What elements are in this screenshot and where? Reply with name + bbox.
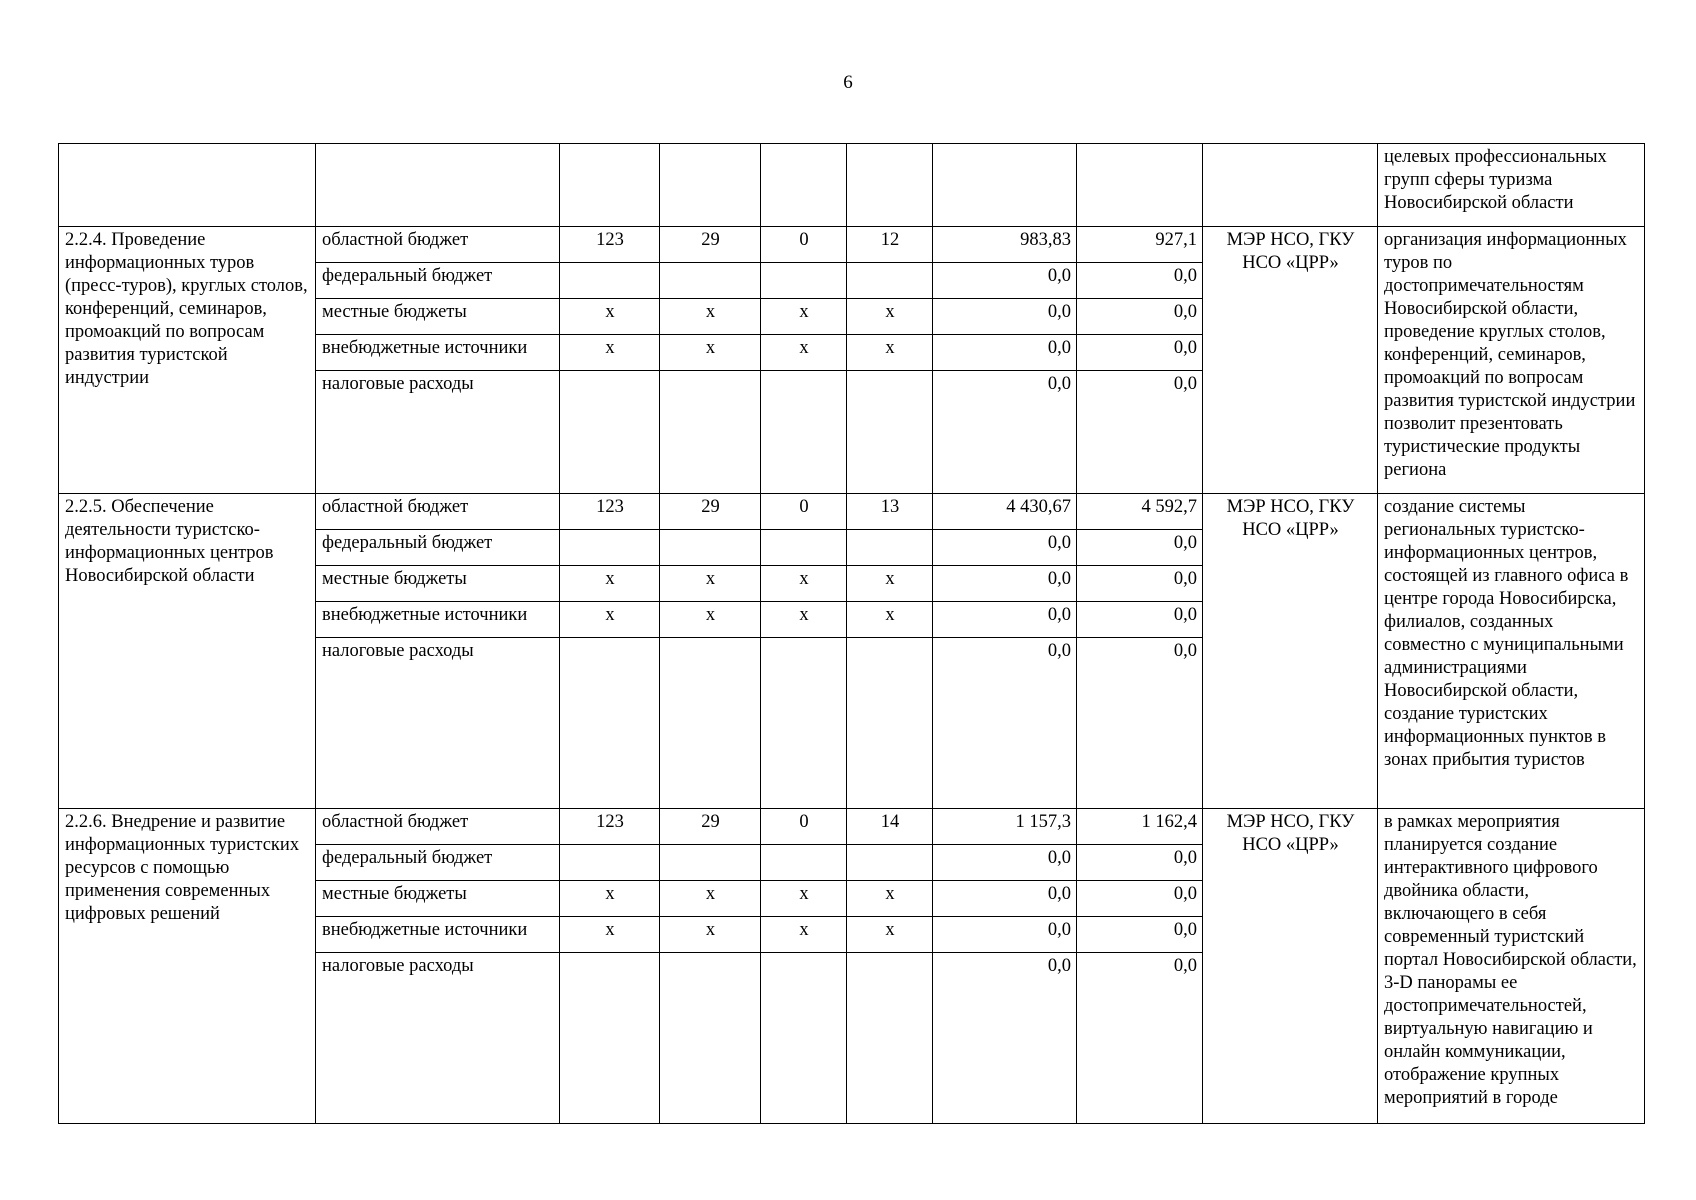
source-label: внебюджетные источники — [316, 602, 560, 638]
code-cell: 0 — [761, 809, 847, 845]
mark-cell: х — [847, 566, 933, 602]
mark-cell: х — [560, 602, 660, 638]
amount-cell: 0,0 — [1077, 602, 1203, 638]
amount-cell: 0,0 — [933, 263, 1077, 299]
source-label: налоговые расходы — [316, 371, 560, 494]
source-label: внебюджетные источники — [316, 917, 560, 953]
activity-row-regional — [59, 227, 1645, 263]
source-label: местные бюджеты — [316, 566, 560, 602]
amount-cell: 0,0 — [1077, 371, 1203, 494]
code-cell: 14 — [847, 809, 933, 845]
mark-cell: х — [660, 566, 761, 602]
amount-cell: 0,0 — [1077, 299, 1203, 335]
mark-cell: х — [660, 335, 761, 371]
mark-cell: х — [660, 881, 761, 917]
amount-cell: 0,0 — [1077, 881, 1203, 917]
continuation-row — [59, 144, 1645, 227]
amount-cell: 4 430,67 — [933, 494, 1077, 530]
code-cell: 12 — [847, 227, 933, 263]
expected-result-cell: в рамках мероприятия планируется создание интерактивного цифрового двойника области, включающего в себя современный туристский портал Новосибирской области, 3-D панорамы ее достопримечательностей, виртуальную навигацию и онлайн коммуникации, отображение крупных мероприятий в городе — [1378, 809, 1645, 1124]
mark-cell: х — [847, 917, 933, 953]
code-cell: 123 — [560, 494, 660, 530]
code-cell: 29 — [660, 494, 761, 530]
source-label: федеральный бюджет — [316, 263, 560, 299]
amount-cell: 0,0 — [933, 845, 1077, 881]
mark-cell: х — [761, 602, 847, 638]
code-cell: 29 — [660, 809, 761, 845]
mark-cell: х — [560, 335, 660, 371]
amount-cell: 0,0 — [933, 530, 1077, 566]
source-label: областной бюджет — [316, 809, 560, 845]
amount-cell: 0,0 — [933, 335, 1077, 371]
amount-cell: 4 592,7 — [1077, 494, 1203, 530]
expected-result-cell: создание системы региональных туристско-информационных центров, состоящей из главного офиса в центре города Новосибирска, филиалов, созданных совместно с муниципальными администрациями Новосибирской области, создание туристских информационных пунктов в зонах прибытия туристов — [1378, 494, 1645, 809]
code-cell: 13 — [847, 494, 933, 530]
amount-cell: 0,0 — [1077, 335, 1203, 371]
amount-cell: 0,0 — [1077, 845, 1203, 881]
code-cell: 123 — [560, 809, 660, 845]
code-cell: 123 — [560, 227, 660, 263]
mark-cell: х — [847, 602, 933, 638]
responsible-cell: МЭР НСО, ГКУ НСО «ЦРР» — [1203, 809, 1378, 1124]
amount-cell: 0,0 — [1077, 530, 1203, 566]
amount-cell: 983,83 — [933, 227, 1077, 263]
mark-cell: х — [761, 566, 847, 602]
code-cell: 29 — [660, 227, 761, 263]
amount-cell: 0,0 — [933, 566, 1077, 602]
amount-cell: 0,0 — [933, 371, 1077, 494]
code-cell: 0 — [761, 227, 847, 263]
activity-name-cell: 2.2.4. Проведение информационных туров (пресс-туров), круглых столов, конференций, семинаров, промоакций по вопросам развития туристской индустрии — [59, 227, 316, 494]
amount-cell: 0,0 — [1077, 638, 1203, 809]
page-number: 6 — [843, 72, 853, 93]
activity-name-cell: 2.2.6. Внедрение и развитие информационных туристских ресурсов с помощью применения современных цифровых решений — [59, 809, 316, 1124]
responsible-cell: МЭР НСО, ГКУ НСО «ЦРР» — [1203, 227, 1378, 494]
source-label: местные бюджеты — [316, 881, 560, 917]
code-cell: 0 — [761, 494, 847, 530]
mark-cell: х — [560, 881, 660, 917]
amount-cell: 1 157,3 — [933, 809, 1077, 845]
amount-cell: 1 162,4 — [1077, 809, 1203, 845]
mark-cell: х — [660, 602, 761, 638]
mark-cell: х — [761, 335, 847, 371]
amount-cell: 0,0 — [933, 602, 1077, 638]
amount-cell: 0,0 — [933, 299, 1077, 335]
source-label: федеральный бюджет — [316, 530, 560, 566]
amount-cell: 0,0 — [933, 881, 1077, 917]
amount-cell: 0,0 — [1077, 953, 1203, 1124]
activity-row-regional — [59, 809, 1645, 845]
source-label: областной бюджет — [316, 494, 560, 530]
mark-cell: х — [761, 299, 847, 335]
mark-cell: х — [560, 566, 660, 602]
source-label: местные бюджеты — [316, 299, 560, 335]
activity-name-cell: 2.2.5. Обеспечение деятельности туристско-информационных центров Новосибирской области — [59, 494, 316, 809]
source-label: налоговые расходы — [316, 953, 560, 1124]
mark-cell: х — [847, 335, 933, 371]
mark-cell: х — [847, 881, 933, 917]
amount-cell: 0,0 — [933, 638, 1077, 809]
mark-cell: х — [560, 299, 660, 335]
amount-cell: 0,0 — [1077, 566, 1203, 602]
amount-cell: 0,0 — [1077, 917, 1203, 953]
mark-cell: х — [660, 917, 761, 953]
source-label: налоговые расходы — [316, 638, 560, 809]
activity-row-regional — [59, 494, 1645, 530]
responsible-cell: МЭР НСО, ГКУ НСО «ЦРР» — [1203, 494, 1378, 809]
source-label: внебюджетные источники — [316, 335, 560, 371]
mark-cell: х — [761, 917, 847, 953]
source-label: областной бюджет — [316, 227, 560, 263]
mark-cell: х — [660, 299, 761, 335]
amount-cell: 0,0 — [1077, 263, 1203, 299]
program-activities-table — [58, 143, 1645, 1124]
expected-result-cell: целевых профессиональных групп сферы туризма Новосибирской области — [1378, 144, 1645, 227]
mark-cell: х — [847, 299, 933, 335]
amount-cell: 927,1 — [1077, 227, 1203, 263]
mark-cell: х — [761, 881, 847, 917]
amount-cell: 0,0 — [933, 917, 1077, 953]
amount-cell: 0,0 — [933, 953, 1077, 1124]
expected-result-cell: организация информационных туров по достопримечательностям Новосибирской области, проведение круглых столов, конференций, семинаров, промоакций по вопросам развития туристской индустрии позволит презентовать туристические продукты региона — [1378, 227, 1645, 494]
mark-cell: х — [560, 917, 660, 953]
source-label: федеральный бюджет — [316, 845, 560, 881]
